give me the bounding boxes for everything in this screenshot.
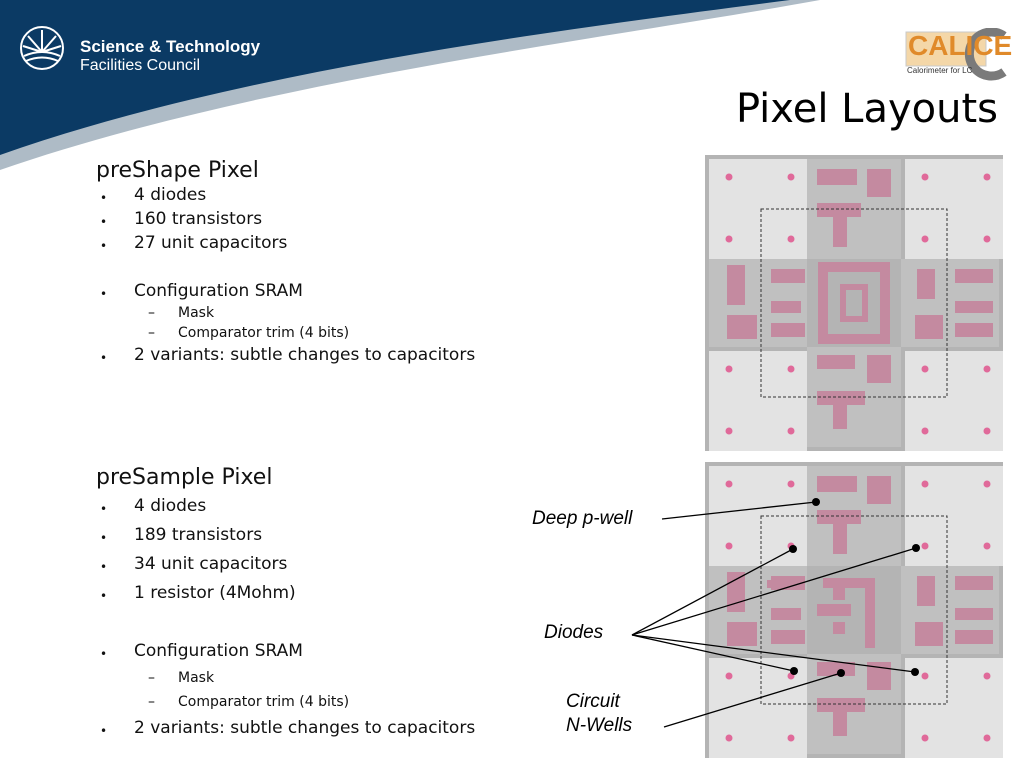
diode-dot: [922, 481, 929, 488]
nwell-block: [817, 604, 851, 616]
list-item: • 4 diodes: [96, 492, 475, 521]
nwell-block: [867, 662, 891, 690]
diodes-label: Diodes: [544, 622, 604, 643]
diode-dot: [922, 236, 929, 243]
nwell-block: [727, 315, 757, 339]
circuit-background: [705, 462, 1003, 758]
nwell-block: [817, 203, 861, 217]
diode-dot: [726, 236, 733, 243]
diode-dot: [726, 481, 733, 488]
diode-leader: [632, 635, 915, 672]
nwell-block: [771, 301, 801, 313]
diode-dot: [922, 673, 929, 680]
circuit-strip: [807, 466, 901, 566]
nwell-block: [817, 476, 857, 492]
center-ring: [843, 287, 865, 319]
list-item: • 34 unit capacitors: [96, 550, 475, 579]
circuit-strip: [807, 347, 901, 447]
circuit-strip: [807, 654, 901, 754]
nwell-block: [817, 662, 855, 676]
list-item-variants: • 2 variants: subtle changes to capacitors: [96, 343, 475, 367]
nwell-block: [771, 630, 805, 644]
circuit-strip: [901, 259, 999, 347]
nwell-block: [915, 622, 943, 646]
nwell-block: [867, 476, 891, 504]
nwell-block: [771, 576, 805, 590]
marker-dot: [812, 498, 820, 506]
diode-dot: [788, 366, 795, 373]
preshape-sublist: [96, 303, 475, 343]
nwell-block: [771, 323, 805, 337]
nwell-block: [955, 301, 993, 313]
org-name-line2: Facilities Council: [80, 57, 201, 74]
diode-dot: [788, 428, 795, 435]
circuit-leader: [664, 673, 841, 727]
diode-dot: [984, 236, 991, 243]
circuit-nwells-label: [566, 690, 632, 738]
diode-dot: [788, 481, 795, 488]
diode-dot: [788, 543, 795, 550]
circuit-strip: [709, 259, 807, 347]
nwell-block: [817, 510, 861, 524]
circuit-background: [705, 155, 1003, 451]
nwell-block: [955, 608, 993, 620]
diode-pad: [709, 466, 807, 566]
calice-logo: [904, 28, 1013, 84]
diode-pad: [905, 658, 1003, 758]
preshape-title: preShape Pixel: [96, 158, 259, 183]
nwell-block: [727, 265, 745, 305]
sub-list-item: – Mask: [96, 303, 475, 323]
nwell-block: [955, 576, 993, 590]
diode-dot: [726, 366, 733, 373]
marker-dot: [789, 545, 797, 553]
callout-markers: [789, 498, 920, 677]
nwell-block: [817, 391, 865, 405]
deep-p-well-label: Deep p-well: [532, 508, 633, 529]
sub-list-item: – Comparator trim (4 bits): [96, 323, 475, 343]
diode-pad: [709, 658, 807, 758]
diode-dot: [922, 366, 929, 373]
list-item-config: • Configuration SRAM: [96, 279, 475, 303]
nwell-block: [771, 269, 805, 283]
diode-dot: [788, 735, 795, 742]
presample-layout-image: [705, 462, 1003, 758]
circuit-label-line1: Circuit: [566, 691, 620, 712]
list-item: • 160 transistors: [96, 207, 475, 231]
diode-dot: [788, 673, 795, 680]
presample-sublist: [96, 666, 475, 714]
presample-title: preSample Pixel: [96, 465, 273, 490]
preshape-section: [96, 158, 475, 367]
nwell-block: [727, 622, 757, 646]
deep-p-well-leader: [662, 502, 816, 519]
diode-dot: [726, 543, 733, 550]
diode-dot: [726, 673, 733, 680]
nwell-block: [833, 217, 847, 247]
nwell-block: [955, 630, 993, 644]
page-title: Pixel Layouts: [735, 86, 998, 132]
circuit-label-line2: N-Wells: [566, 715, 633, 736]
sub-list-item: – Mask: [96, 666, 475, 690]
marker-dot: [837, 669, 845, 677]
marker-dot: [911, 668, 919, 676]
nwell-block: [727, 572, 745, 612]
diode-dot: [984, 428, 991, 435]
diode-dot: [726, 735, 733, 742]
list-item: • 1 resistor (4Mohm): [96, 579, 475, 608]
presample-section: [96, 464, 475, 743]
nwell-block: [833, 588, 845, 600]
stfc-emblem-icon: [18, 22, 70, 74]
sub-list-item: – Comparator trim (4 bits): [96, 690, 475, 714]
nwell-block: [771, 608, 801, 620]
diode-leader: [632, 548, 916, 635]
preshape-list: [96, 183, 475, 255]
list-item: • 189 transistors: [96, 521, 475, 550]
nwell-block: [917, 269, 935, 299]
nwell-block: [955, 269, 993, 283]
list-item: • 27 unit capacitors: [96, 231, 475, 255]
preshape-layout-image: [705, 155, 1003, 451]
nwell-block: [817, 355, 855, 369]
nwell-block: [917, 576, 935, 606]
nwell-block: [867, 355, 891, 383]
nwell-block: [915, 315, 943, 339]
calice-brand: CALICE: [908, 30, 1013, 61]
diode-dot: [984, 735, 991, 742]
diode-dot: [984, 543, 991, 550]
nwell-block: [823, 578, 875, 588]
nwell-block: [865, 578, 875, 648]
nwell-block: [833, 712, 847, 736]
circuit-strip: [709, 566, 807, 654]
list-item-variants: • 2 variants: subtle changes to capacitors: [96, 714, 475, 743]
stfc-logo: [18, 22, 268, 82]
diode-leader: [632, 635, 794, 671]
diode-dot: [984, 366, 991, 373]
diode-dot: [984, 481, 991, 488]
nwell-block: [833, 405, 847, 429]
diode-pad: [709, 351, 807, 451]
circuit-outline: [761, 516, 947, 704]
list-item: • 4 diodes: [96, 183, 475, 207]
diode-dot: [984, 673, 991, 680]
calice-subtitle: Calorimeter for LC: [907, 66, 973, 75]
circuit-strip: [901, 566, 999, 654]
callout-lines: [632, 502, 916, 727]
diode-dot: [922, 735, 929, 742]
diode-pad: [905, 466, 1003, 566]
diode-pad: [905, 351, 1003, 451]
diode-dot: [922, 428, 929, 435]
circuit-outline: [761, 209, 947, 397]
nwell-block: [955, 323, 993, 337]
marker-dot: [790, 667, 798, 675]
list-item-config: • Configuration SRAM: [96, 637, 475, 666]
nwell-block: [833, 524, 847, 554]
diode-leader: [632, 549, 793, 635]
marker-dot: [912, 544, 920, 552]
diode-dot: [788, 236, 795, 243]
org-name-line1: Science & Technology: [80, 37, 261, 56]
diode-dot: [726, 428, 733, 435]
presample-list: [96, 492, 475, 608]
nwell-block: [767, 580, 783, 588]
nwell-block: [817, 698, 865, 712]
diode-dot: [922, 543, 929, 550]
center-ring: [823, 267, 885, 339]
nwell-block: [833, 622, 845, 634]
